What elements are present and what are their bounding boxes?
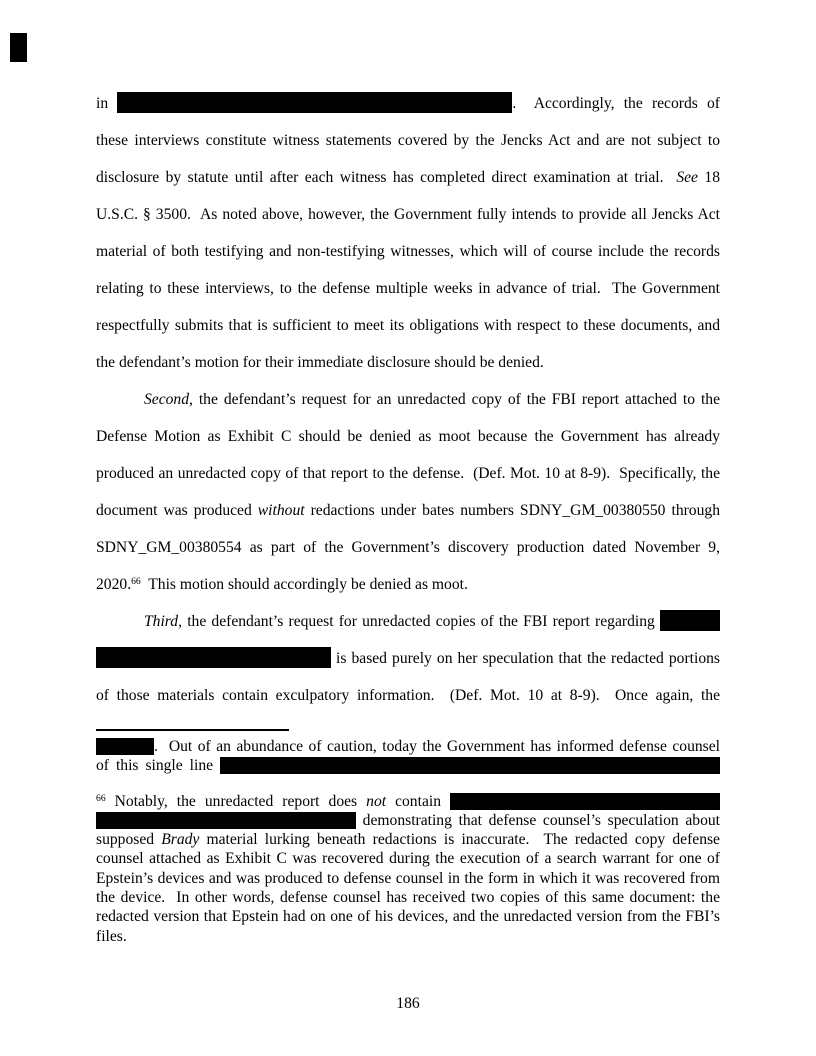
text-segment: disclosure by statute until after each witness has completed direct examination at trial. bbox=[96, 169, 677, 186]
redaction-bar bbox=[220, 757, 720, 774]
text-segment: redacted version that Epstein had on one of his devices, and the unredacted version from the FBI’s bbox=[96, 908, 720, 926]
text-segment: . Out of an abundance of caution, today the Government has informed defense counsel bbox=[154, 738, 720, 755]
redaction-bar bbox=[660, 610, 720, 631]
text-line bbox=[96, 85, 720, 122]
text-line bbox=[96, 640, 720, 677]
text-segment: supposed bbox=[96, 831, 162, 849]
body-text bbox=[96, 85, 720, 714]
text-line bbox=[96, 529, 720, 566]
text-segment: Defense Motion as Exhibit C should be denied as moot because the Government has already bbox=[96, 428, 720, 445]
text-line bbox=[96, 233, 720, 270]
text-line bbox=[96, 603, 720, 640]
text-segment: produced an unredacted copy of that report to the defense. (Def. Mot. 10 at 8-9). Specifically, the bbox=[96, 465, 720, 482]
text-segment: the device. In other words, defense counsel has received two copies of this same document: the bbox=[96, 889, 720, 907]
text-line bbox=[96, 418, 720, 455]
text-line bbox=[96, 455, 720, 492]
text-line bbox=[96, 196, 720, 233]
footnote-separator bbox=[96, 729, 289, 731]
text-segment: of this single line bbox=[96, 757, 220, 775]
text-segment: redactions under bates numbers SDNY_GM_00380550 through bbox=[304, 502, 720, 519]
text-segment: 18 bbox=[697, 169, 720, 186]
footnote-continuation bbox=[96, 737, 720, 776]
text-line bbox=[96, 381, 720, 418]
italic-text: Third bbox=[144, 613, 179, 630]
text-line bbox=[96, 737, 720, 756]
italic-text: Brady bbox=[161, 831, 200, 849]
text-segment: demonstrating that defense counsel’s speculation about bbox=[356, 811, 720, 829]
text-segment: 2020. bbox=[96, 576, 132, 593]
text-segment: files. bbox=[96, 927, 127, 945]
text-segment: in bbox=[96, 95, 118, 112]
text-segment: relating to these interviews, to the defense multiple weeks in advance of trial. The Government bbox=[96, 280, 720, 297]
text-segment: , the defendant’s request for an unredacted copy of the FBI report attached to the bbox=[189, 391, 720, 408]
redaction-bar bbox=[450, 793, 720, 810]
text-line bbox=[96, 344, 720, 381]
text-segment: is based purely on her speculation that the redacted portions bbox=[331, 650, 720, 667]
text-line bbox=[96, 811, 720, 830]
page-content bbox=[96, 85, 720, 946]
text-segment: counsel attached as Exhibit C was recovered during the execution of a search warrant for one of bbox=[96, 850, 720, 868]
italic-text: See bbox=[676, 169, 698, 186]
redaction-bar bbox=[96, 738, 154, 755]
text-line bbox=[96, 270, 720, 307]
text-line bbox=[96, 122, 720, 159]
text-line bbox=[96, 830, 720, 849]
footnote-reference: 66 bbox=[96, 792, 106, 804]
text-segment: document was produced bbox=[96, 502, 258, 519]
text-line bbox=[96, 492, 720, 529]
page-number: 186 bbox=[396, 995, 420, 1012]
text-segment: , the defendant’s request for unredacted copies of the FBI report regarding bbox=[178, 613, 660, 630]
text-segment: SDNY_GM_00380554 as part of the Government’s discovery production dated November 9, bbox=[96, 539, 720, 556]
text-segment: . Accordingly, the records of bbox=[512, 95, 720, 112]
text-line bbox=[96, 907, 720, 926]
text-line bbox=[96, 756, 720, 775]
text-line bbox=[96, 159, 720, 196]
text-segment: contain bbox=[386, 792, 451, 810]
redaction-bar bbox=[96, 812, 356, 829]
text-segment: material lurking beneath redactions is inaccurate. The redacted copy defense bbox=[199, 831, 720, 849]
text-segment: This motion should accordingly be denied as moot. bbox=[140, 576, 468, 593]
text-segment: these interviews constitute witness statements covered by the Jencks Act and are not subject to bbox=[96, 132, 720, 149]
text-line bbox=[96, 888, 720, 907]
italic-text: Second bbox=[144, 391, 190, 408]
redaction-bar bbox=[117, 92, 512, 113]
text-segment: U.S.C. § 3500. As noted above, however, the Government fully intends to provide all Jencks Act bbox=[96, 206, 720, 223]
italic-text: not bbox=[366, 792, 387, 810]
text-line bbox=[96, 927, 720, 946]
text-line bbox=[96, 869, 720, 888]
text-segment: material of both testifying and non-testifying witnesses, which will of course include the records bbox=[96, 243, 720, 260]
footnote-reference: 66 bbox=[131, 576, 141, 587]
italic-text: without bbox=[257, 502, 305, 519]
text-segment: of those materials contain exculpatory information. (Def. Mot. 10 at 8-9). Once again, the bbox=[96, 687, 720, 704]
text-segment: Notably, the unredacted report does bbox=[105, 792, 367, 810]
footnote-66 bbox=[96, 792, 720, 946]
text-line bbox=[96, 677, 720, 714]
text-segment: the defendant’s motion for their immediate disclosure should be denied. bbox=[96, 354, 544, 371]
text-line bbox=[96, 792, 720, 811]
text-segment: Epstein’s devices and was produced to defense counsel in the form in which it was recovered from bbox=[96, 869, 720, 887]
redaction-bar bbox=[96, 647, 331, 668]
text-segment: respectfully submits that is sufficient to meet its obligations with respect to these documents, and bbox=[96, 317, 720, 334]
text-line bbox=[96, 307, 720, 344]
text-line bbox=[96, 566, 720, 603]
text-line bbox=[96, 849, 720, 868]
scan-artifact-mark bbox=[10, 33, 27, 62]
